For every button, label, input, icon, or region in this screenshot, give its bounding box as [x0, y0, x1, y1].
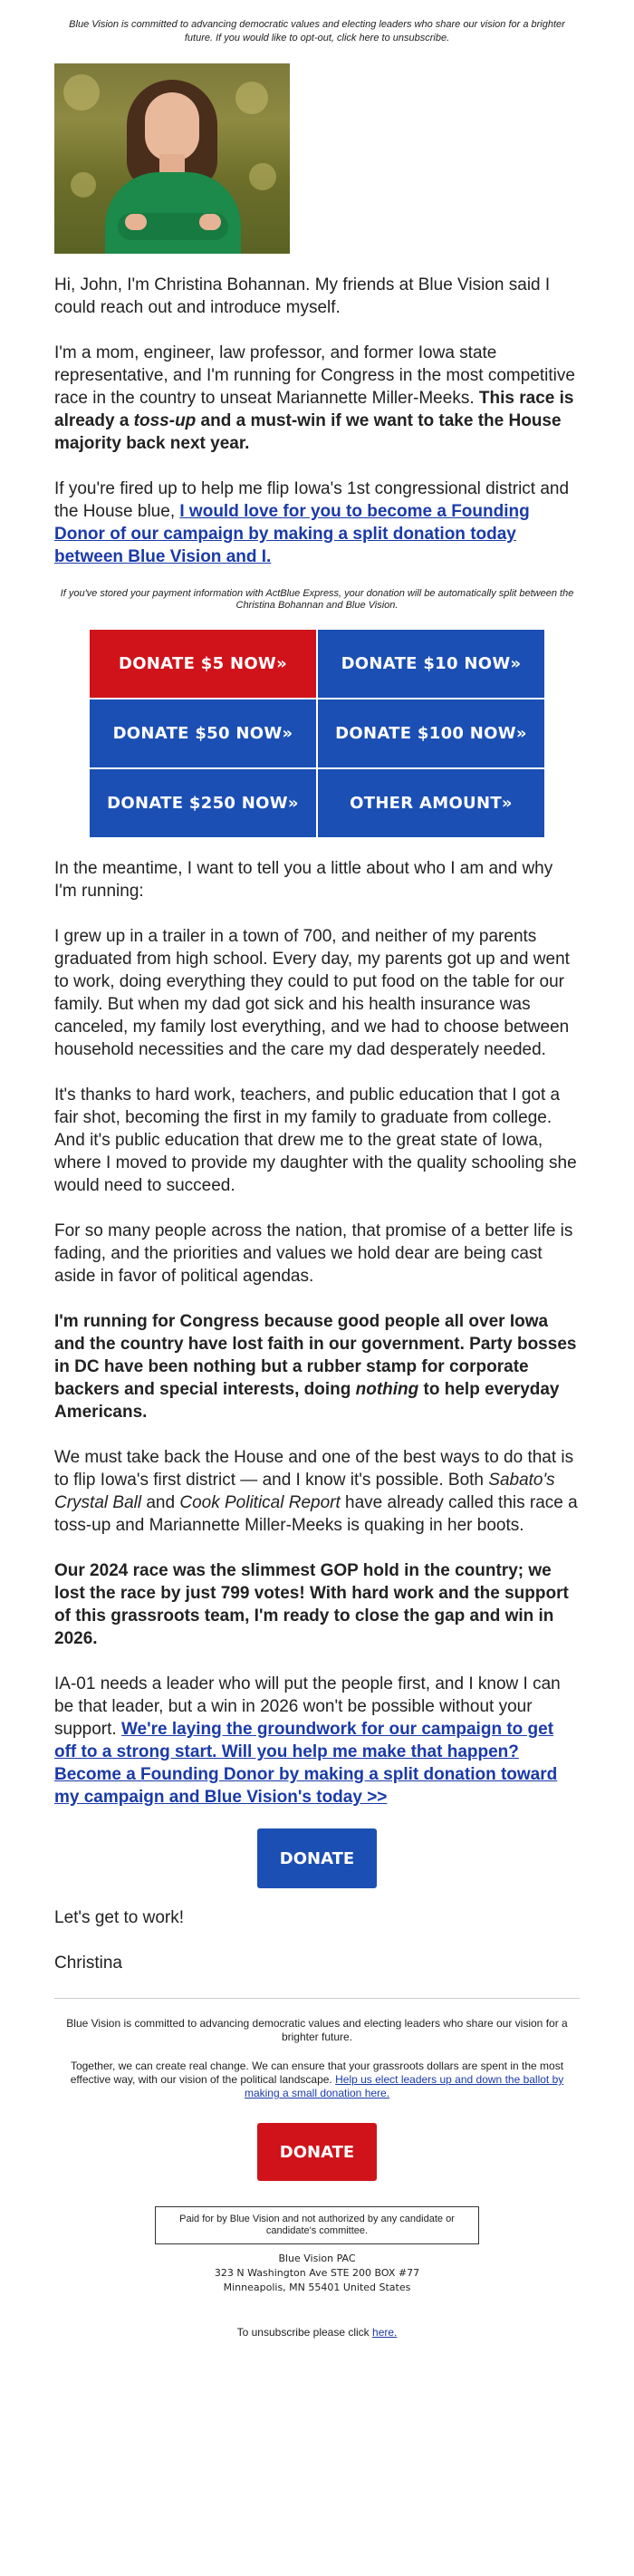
actblue-note: If you've stored your payment information with ActBlue Express, your donation will be automatically split between the Christina Bohannan and Blue Vision. — [60, 588, 574, 611]
donate-5-button[interactable]: DONATE $5 NOW» — [90, 630, 316, 698]
email-body — [54, 0, 580, 2339]
footer-donate-button[interactable]: DONATE — [257, 2123, 377, 2181]
closing-line: Let's get to work! — [54, 1908, 185, 1927]
org-name: Blue Vision PAC — [278, 2253, 356, 2264]
body-paragraph-2: I grew up in a trailer in a town of 700, and neither of my parents graduated from high school. Every day, my parents got up and went to work, doing everything they could to put food on the table for our family. But when my dad got sick and his health insurance was canceled, my family lost everything, and we had to choose between household necessities and the care my dad desperately needed. — [54, 927, 570, 1059]
footer-mission: Blue Vision is committed to advancing democratic values and electing leaders who share our vision for a brighter future. — [66, 2017, 568, 2043]
donate-other-amount-button[interactable]: OTHER AMOUNT» — [318, 769, 544, 837]
body-paragraph-4: For so many people across the nation, that promise of a better life is fading, and the priorities and values we hold dear are being cast aside in favor of political agendas. — [54, 1221, 573, 1286]
footer-divider — [54, 1998, 580, 1999]
donate-100-button[interactable]: DONATE $100 NOW» — [318, 699, 544, 767]
address-line-2: Minneapolis, MN 55401 United States — [223, 2282, 411, 2293]
founding-donor-link[interactable]: I would love for you to become a Founding Donor of our campaign by making a split donation today between Blue Vision and I. — [54, 502, 530, 566]
body-paragraph-3: It's thanks to hard work, teachers, and public education that I got a fair shot, becoming the first in my family to graduate from college. And it's public education that drew me to the great state of Iowa, where I moved to provide my daughter with the quality schooling she would need to succeed. — [54, 1085, 577, 1195]
founding-donor-link-2[interactable]: We're laying the groundwork for our campaign to get off to a strong start. Will you help me make that happen? Become a Founding Donor by making a split donation toward my campaign and Blue Vision's today >> — [54, 1720, 558, 1807]
header-note: Blue Vision is committed to advancing democratic values and electing leaders who share our vision for a brighter future. If you would like to opt-out, click here to unsubscribe. — [69, 19, 565, 43]
org-address — [54, 2252, 580, 2295]
body-paragraph-5: I'm running for Congress because good people all over Iowa and the country have lost faith in our government. Party bosses in DC have been nothing but a rubber stamp for corporate backers and special interests, doing nothing to help everyday Americans. — [54, 1312, 577, 1422]
donate-main-button[interactable]: DONATE — [257, 1828, 377, 1888]
candidate-photo — [54, 63, 290, 254]
donate-50-button[interactable]: DONATE $50 NOW» — [90, 699, 316, 767]
footer-together: Together, we can create real change. We can ensure that your grassroots dollars are spent in the most effective way, with our vision of the political landscape. Help us elect leaders up and down the ballot by making a small donation here. — [70, 2060, 564, 2099]
unsubscribe-link[interactable]: here. — [372, 2326, 398, 2339]
unsubscribe-line: To unsubscribe please click here. — [236, 2326, 398, 2339]
body-paragraph-7: Our 2024 race was the slimmest GOP hold in the country; we lost the race by just 799 votes! With hard work and the support of this grassroots team, I'm ready to close the gap and win in 2026. — [54, 1561, 569, 1648]
paid-for-disclaimer: Paid for by Blue Vision and not authorized by any candidate or candidate's committee. — [155, 2206, 479, 2244]
intro-paragraph: Hi, John, I'm Christina Bohannan. My friends at Blue Vision said I could reach out and introduce myself. — [54, 275, 551, 317]
bio-paragraph: I'm a mom, engineer, law professor, and former Iowa state representative, and I'm running for Congress in the most competitive race in the country to unseat Mariannette Miller-Meeks. This race is already a toss-up and a must-win if we want to take the House majority back next year. — [54, 343, 575, 453]
donate-button-grid — [90, 630, 544, 837]
ask-paragraph: If you're fired up to help me flip Iowa's 1st congressional district and the House blue, I would love for you to become a Founding Donor of our campaign by making a split donation today between Blue Vision and I. — [54, 479, 570, 566]
donate-250-button[interactable]: DONATE $250 NOW» — [90, 769, 316, 837]
donate-10-button[interactable]: DONATE $10 NOW» — [318, 630, 544, 698]
signoff: Christina — [54, 1954, 122, 1973]
footer-donate-link[interactable]: Help us elect leaders up and down the ballot by making a small donation here. — [244, 2073, 564, 2099]
body-paragraph-6: We must take back the House and one of the best ways to do that is to flip Iowa's first district — and I know it's possible. Both Sabato's Crystal Ball and Cook Political Report have already called this race a toss-up and Mariannette Miller-Meeks is quaking in her boots. — [54, 1448, 578, 1535]
address-line-1: 323 N Washington Ave STE 200 BOX #77 — [214, 2267, 420, 2279]
body-paragraph-8: IA-01 needs a leader who will put the people first, and I know I can be that leader, but a win in 2026 won't be possible without your support. We're laying the groundwork for our campaign to get off to a strong start. Will you help me make that happen? Become a Founding Donor by making a split donation toward my campaign and Blue Vision's today >> — [54, 1674, 561, 1807]
body-paragraph-1: In the meantime, I want to tell you a little about who I am and why I'm running: — [54, 859, 553, 901]
